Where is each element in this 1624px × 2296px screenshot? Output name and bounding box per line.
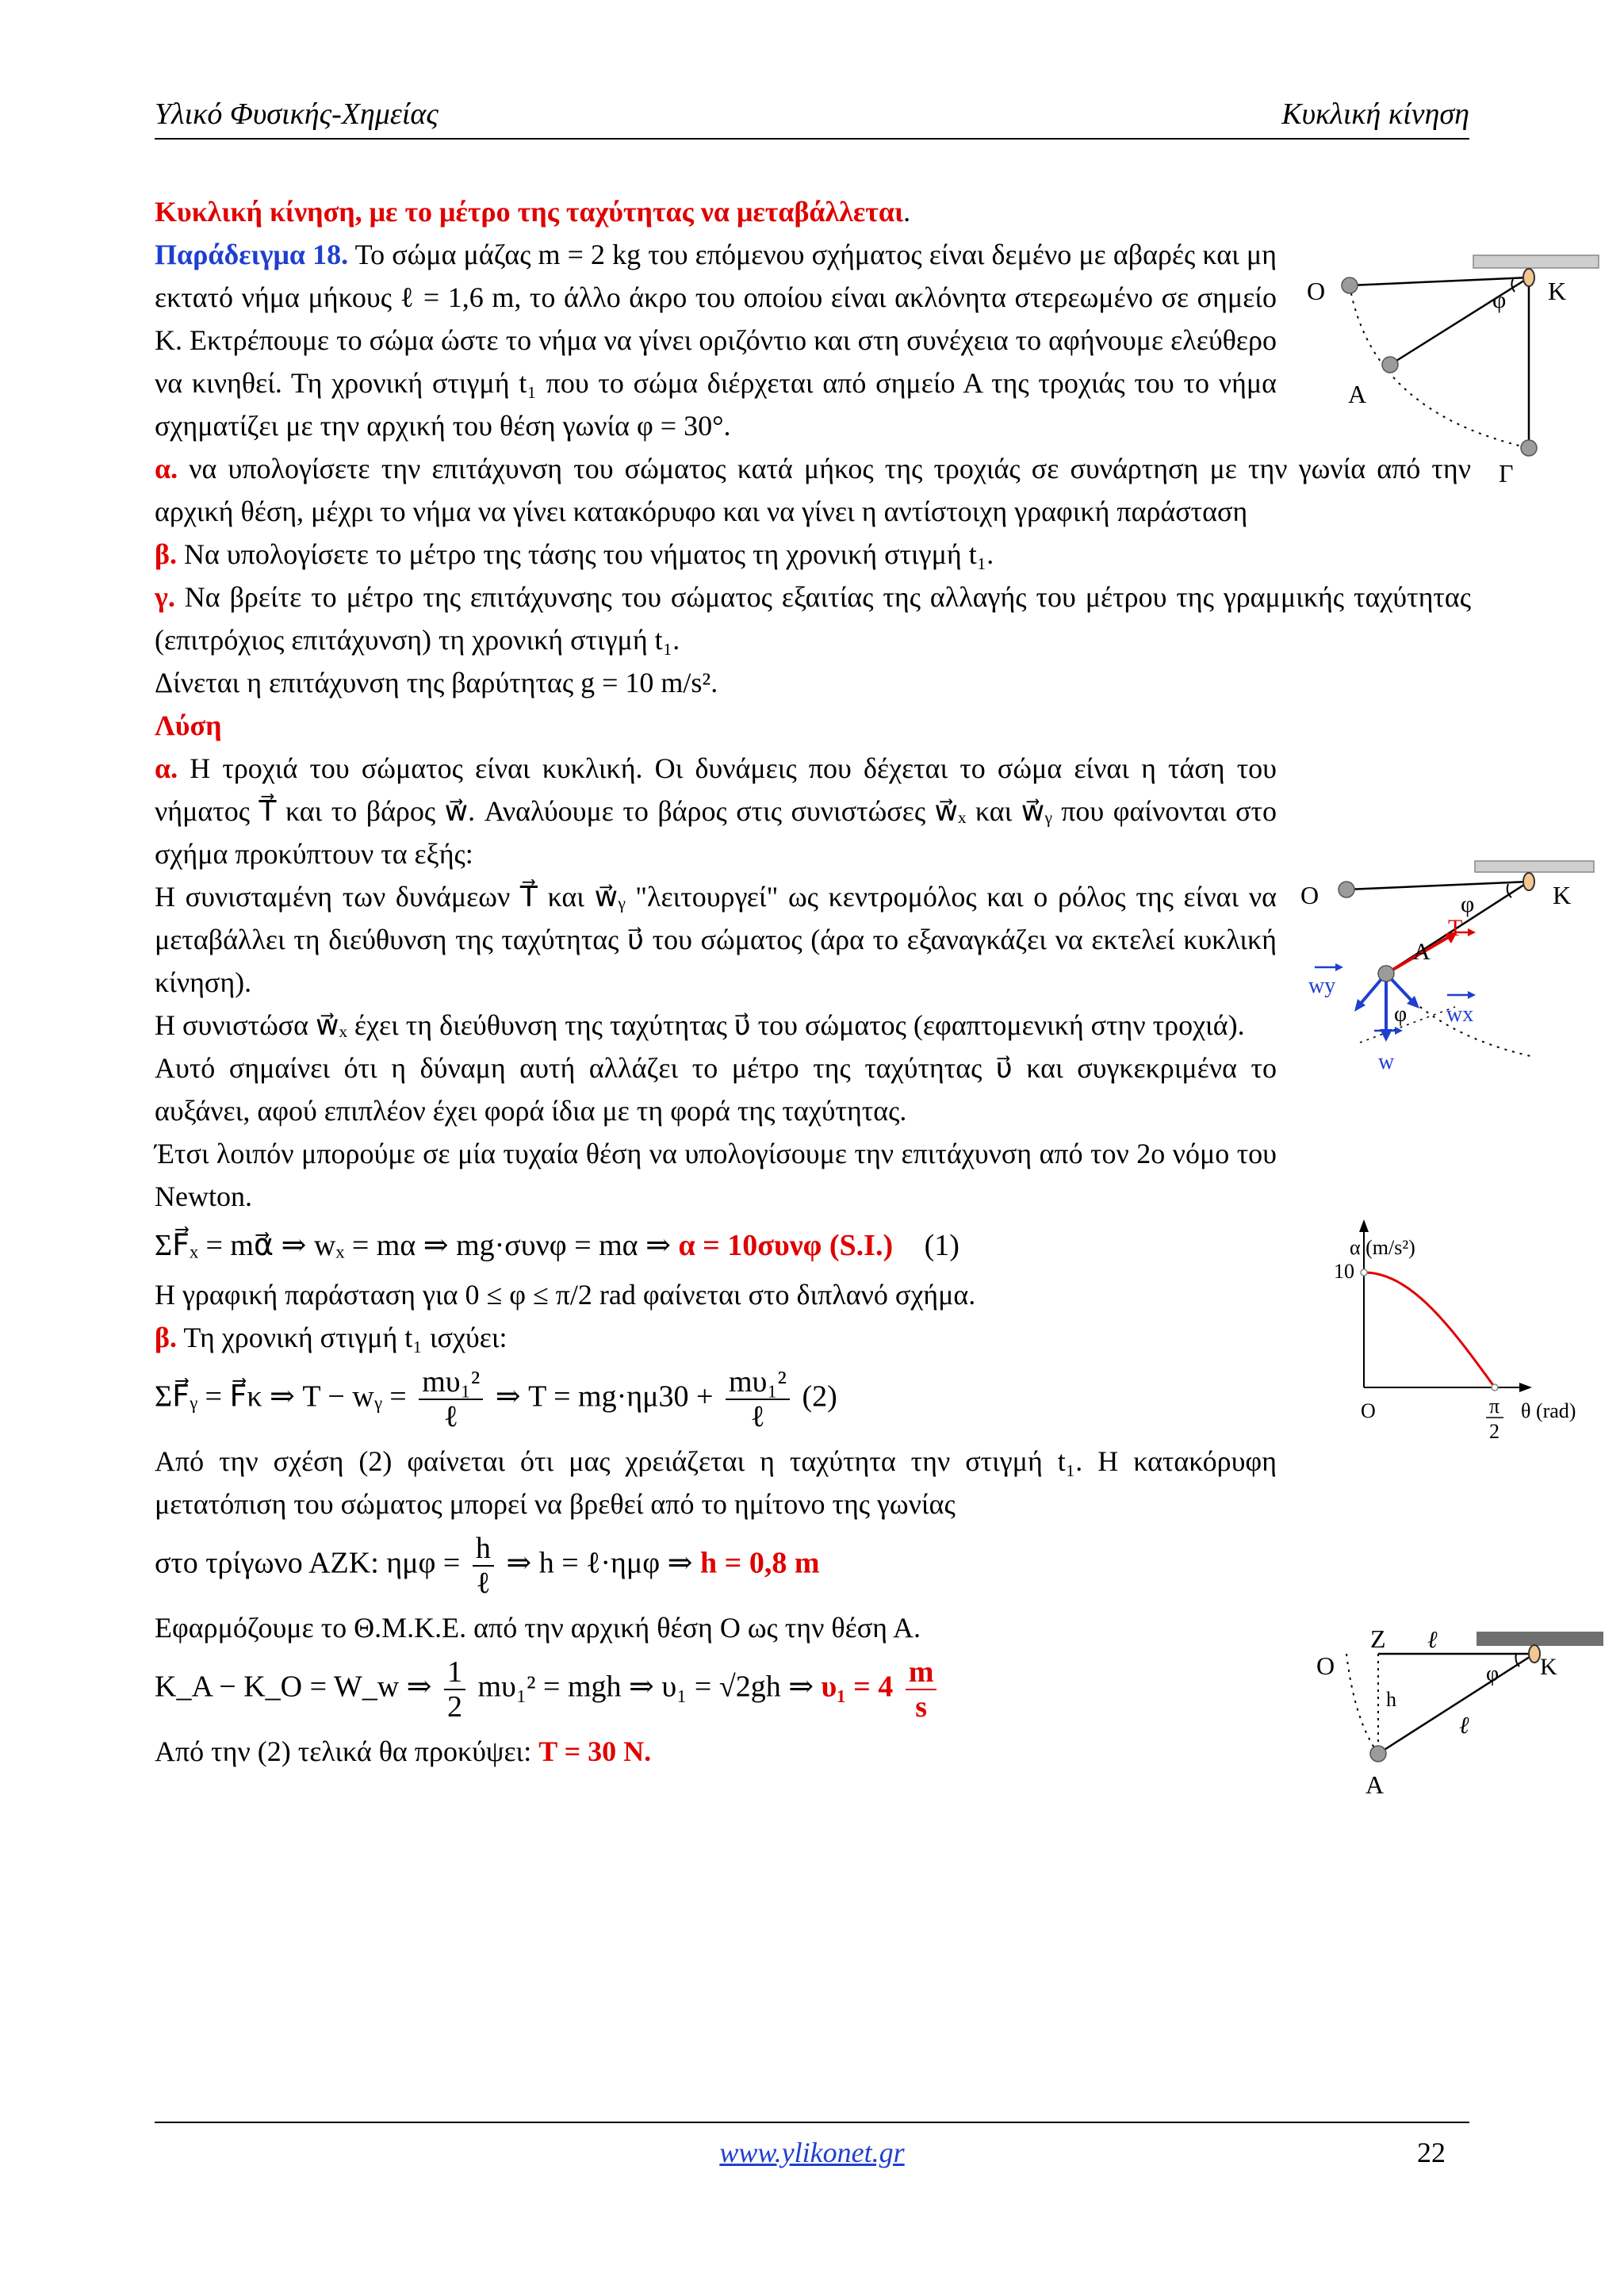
svg-text:T: T [1448, 915, 1463, 941]
solution-b1: β. Τη χρονική στιγμή t₁ ισχύει: [155, 1322, 508, 1353]
svg-text:h: h [1386, 1688, 1396, 1711]
svg-text:φ: φ [1461, 891, 1475, 917]
example-paragraph [155, 233, 1277, 447]
svg-text:K: K [1553, 881, 1572, 909]
given-text: Δίνεται η επιτάχυνση της βαρύτητας g = 10 m/s². [155, 667, 718, 698]
ceiling-bar [1473, 255, 1599, 268]
svg-text:ℓ: ℓ [1427, 1627, 1438, 1653]
svg-text:wy: wy [1308, 974, 1336, 998]
y-axis-label: α (m/s²) [1350, 1236, 1415, 1259]
header-right: Κυκλική κίνηση [1281, 98, 1469, 131]
x-axis-label: θ (rad) [1521, 1399, 1576, 1422]
ball-a [1378, 966, 1394, 982]
svg-text:K: K [1540, 1654, 1557, 1680]
header-left: Υλικό Φυσικής-Χημείας [155, 98, 439, 131]
svg-text:A: A [1413, 939, 1431, 965]
svg-text:O: O [1316, 1651, 1335, 1680]
svg-text:φ: φ [1492, 287, 1507, 313]
ball-a [1382, 357, 1398, 373]
chart-acceleration [1316, 1213, 1602, 1443]
solution-label: Λύση [155, 710, 222, 741]
svg-text:wx: wx [1446, 1002, 1474, 1027]
ball-g [1521, 440, 1537, 456]
page-number: 22 [1417, 2137, 1446, 2168]
solution-a6: Η γραφική παράσταση για 0 ≤ φ ≤ π/2 rad φαίνεται στο διπλανό σχήμα. [155, 1279, 976, 1311]
curve-end-point [1492, 1384, 1498, 1391]
x-tick-den: 2 [1489, 1420, 1500, 1443]
section-title: Κυκλική κίνηση, με το μέτρο της ταχύτητας να μεταβάλλεται. [155, 196, 911, 228]
svg-text:φ: φ [1394, 1002, 1408, 1027]
ball-o [1342, 277, 1358, 293]
svg-text:Γ: Γ [1499, 459, 1514, 488]
ceiling-bar [1477, 1632, 1603, 1646]
pivot-k [1523, 873, 1534, 890]
figure-triangle-azk [1308, 1617, 1610, 1808]
figure-pendulum-setup [1300, 246, 1602, 499]
equation-4-result: υ₁ = 4 [821, 1670, 894, 1704]
solution-final: Από την (2) τελικά θα προκύψει: T = 30 N. [155, 1735, 652, 1767]
solution-b3: Εφαρμόζουμε το Θ.Μ.Κ.Ε. από την αρχική θέση Ο ως την θέση Α. [155, 1612, 921, 1644]
ceiling-bar [1475, 861, 1594, 872]
equation-1-result: α = 10συνφ (S.I.) [678, 1229, 894, 1262]
equation-3: στο τρίγωνο ΑΖΚ: ημφ = $\frac{h}{\text{ℓ}}$ ⇒ h = ℓ·ημφ ⇒ h = 0,8 m [155, 1532, 820, 1600]
solution-a3: Η συνιστώσα w⃗ₓ έχει τη διεύθυνση της ταχύτητας υ⃗ του σώματος (εφαπτομενική στην τροχιά). [155, 1009, 1245, 1041]
acceleration-curve [1364, 1272, 1495, 1387]
curve-start-point [1361, 1269, 1367, 1276]
pivot-k [1523, 269, 1534, 286]
x-origin-label: O [1361, 1399, 1376, 1422]
page-footer [155, 2122, 1469, 2171]
page-content [155, 190, 1474, 1773]
example-label: Παράδειγμα 18. [155, 239, 349, 270]
example-text: Το σώμα μάζας m = 2 kg του επόμενου σχήματος είναι δεμένο με αβαρές και μη εκτατό νήμα μήκους ℓ = 1,6 m, το άλλο άκρο του οποίου είναι ακλόνητα στερεωμένο σε σημείο Κ. Εκτρέπουμε το σώμα ώστε το νήμα να γίνει οριζόντιο και στη συνέχεια το αφήνουμε ελεύθερο να κινηθεί. Τη χρονική στιγμή t₁ που το σώμα διέρχεται από σημείο Α της τροχιάς του το νήμα σχηματίζει με την αρχική του θέση γωνία φ = 30°. [155, 239, 1277, 442]
ball-a [1370, 1746, 1386, 1762]
solution-a2: Η συνισταμένη των δυνάμεων T⃗ και w⃗ᵧ "λειτουργεί" ως κεντρομόλος και ο ρόλος της είναι να μεταβάλλει τη διεύθυνση της ταχύτητας υ⃗ του σώματος (άρα το εξαναγκάζει να εκτελεί κυκλική κίνηση). [155, 881, 1277, 998]
pivot-k [1529, 1645, 1540, 1663]
svg-text:Z: Z [1370, 1624, 1386, 1653]
svg-text:A: A [1365, 1770, 1385, 1799]
solution-a4: Αυτό σημαίνει ότι η δύναμη αυτή αλλάζει το μέτρο της ταχύτητας υ⃗ και συγκεκριμένα το αυξάνει, αφού επιπλέον έχει φορά ίδια με τη φορά της ταχύτητας. [155, 1052, 1277, 1127]
question-a: α. να υπολογίσετε την επιτάχυνση του σώματος κατά μήκος της τροχιάς σε συνάρτηση με την γωνία από την αρχική θέση, μέχρι το νήμα να γίνει κατακόρυφο και να γίνει η αντίστοιχη γραφική παράσταση [155, 453, 1471, 527]
solution-a1: α. Η τροχιά του σώματος είναι κυκλική. Οι δυνάμεις που δέχεται το σώμα είναι η τάση του νήματος T⃗ και το βάρος w⃗. Αναλύουμε το βάρος στις συνιστώσες w⃗ₓ και w⃗ᵧ που φαίνονται στο σχήμα προκύπτουν τα εξής: [155, 752, 1277, 870]
equation-2: ΣF⃗ᵧ = F⃗κ ⇒ T − wᵧ = $\frac{\text{mυ₁²}}{\text{ℓ}}$ ⇒ T = mg·ημ30 + $\frac{\text{mυ₁²}}{\text{ℓ}}$ (2) [155, 1365, 837, 1433]
equation-3-result: h = 0,8 m [700, 1546, 820, 1580]
svg-text:O: O [1300, 881, 1320, 909]
figure-force-diagram [1293, 848, 1610, 1086]
x-tick-num: π [1489, 1395, 1500, 1418]
svg-text:A: A [1348, 380, 1367, 408]
solution-a5: Έτσι λοιπόν μπορούμε σε μία τυχαία θέση να υπολογίσουμε την επιτάχυνση από τον 2ο νόμο του Newton. [155, 1138, 1277, 1212]
svg-text:K: K [1548, 277, 1567, 305]
page-header [155, 94, 1469, 140]
equation-4: K_A − K_O = W_w ⇒ $\frac{1}{2}$ mυ₁² = mgh ⇒ υ₁ = √2gh ⇒ υ₁ = 4 $\frac{m}{s}$ [155, 1655, 1471, 1724]
footer-link[interactable]: www.ylikonet.gr [719, 2137, 905, 2168]
equation-4-unit: $\frac{m}{s}$ [906, 1655, 937, 1724]
equation-1: ΣF⃗ₓ = mα⃗ ⇒ wₓ = mα ⇒ mg·συνφ = mα ⇒ α = 10συνφ (S.I.) (1) [155, 1229, 959, 1262]
ball-o [1339, 882, 1354, 897]
question-b: β. Να υπολογίσετε το μέτρο της τάσης του νήματος τη χρονική στιγμή t₁. [155, 538, 994, 570]
solution-b2: Από την σχέση (2) φαίνεται ότι μας χρειάζεται η ταχύτητα την στιγμή t₁. Η κατακόρυφη μετατόπιση του σώματος μπορεί να βρεθεί από το ημίτονο της γωνίας [155, 1445, 1277, 1520]
svg-text:ℓ: ℓ [1459, 1712, 1469, 1739]
svg-text:O: O [1307, 277, 1326, 305]
question-c: γ. Να βρείτε το μέτρο της επιτάχυνσης του σώματος εξαιτίας της αλλαγής του μέτρου της γραμμικής ταχύτητας (επιτρόχιος επιτάχυνση) τη χρονική στιγμή t₁. [155, 581, 1472, 656]
svg-text:w: w [1378, 1050, 1395, 1074]
svg-text:φ: φ [1486, 1662, 1500, 1686]
y-tick-label: 10 [1334, 1260, 1354, 1283]
